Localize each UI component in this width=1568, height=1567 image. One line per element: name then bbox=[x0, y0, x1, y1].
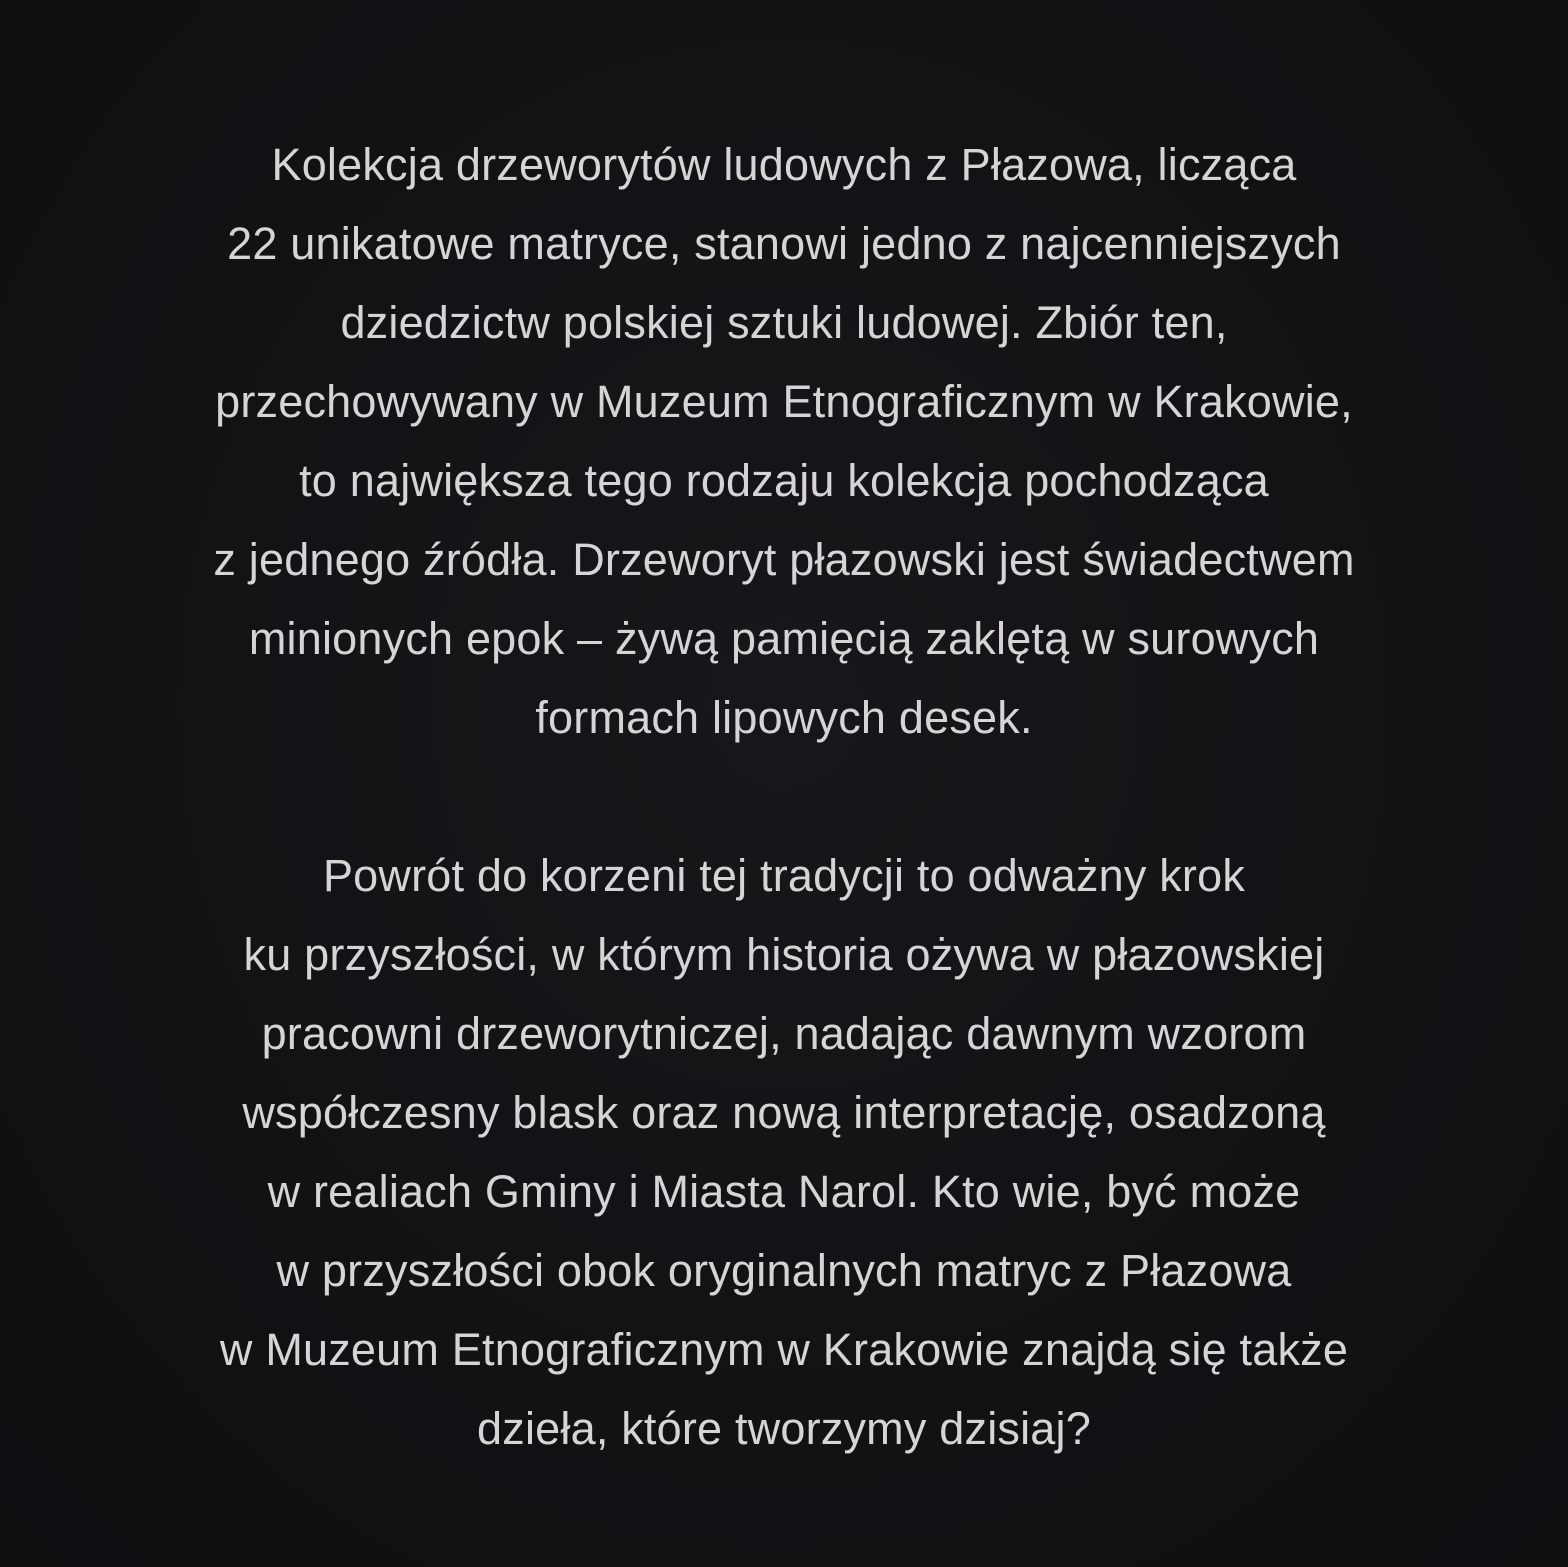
text-line: dziedzictw polskiej sztuki ludowej. Zbiór ten, bbox=[340, 297, 1228, 348]
text-line: formach lipowych desek. bbox=[535, 692, 1033, 743]
text-line: pracowni drzeworytniczej, nadając dawnym wzorom bbox=[261, 1008, 1307, 1059]
text-line: w realiach Gminy i Miasta Narol. Kto wie, być może bbox=[267, 1166, 1301, 1217]
text-line: minionych epok – żywą pamięcią zaklętą w surowych bbox=[248, 613, 1320, 664]
text-line: ku przyszłości, w którym historia ożywa w płazowskiej bbox=[243, 929, 1325, 980]
paragraph-tradition-future bbox=[0, 836, 1568, 1468]
text-line: współczesny blask oraz nową interpretację, osadzoną bbox=[242, 1087, 1326, 1138]
text-line: w Muzeum Etnograficznym w Krakowie znajdą się także bbox=[219, 1324, 1349, 1375]
text-line: dzieła, które tworzymy dzisiaj? bbox=[477, 1403, 1091, 1454]
text-line: przechowywany w Muzeum Etnograficznym w Krakowie, bbox=[215, 376, 1353, 427]
text-line: w przyszłości obok oryginalnych matryc z Płazowa bbox=[276, 1245, 1292, 1296]
paragraph-collection-intro bbox=[0, 125, 1568, 757]
text-line: Kolekcja drzeworytów ludowych z Płazowa, licząca bbox=[271, 139, 1297, 190]
text-line: Powrót do korzeni tej tradycji to odważny krok bbox=[322, 850, 1246, 901]
text-line: 22 unikatowe matryce, stanowi jedno z najcenniejszych bbox=[227, 218, 1341, 269]
text-line: z jednego źródła. Drzeworyt płazowski jest świadectwem bbox=[213, 534, 1355, 585]
text-line: to największa tego rodzaju kolekcja pochodząca bbox=[299, 455, 1269, 506]
